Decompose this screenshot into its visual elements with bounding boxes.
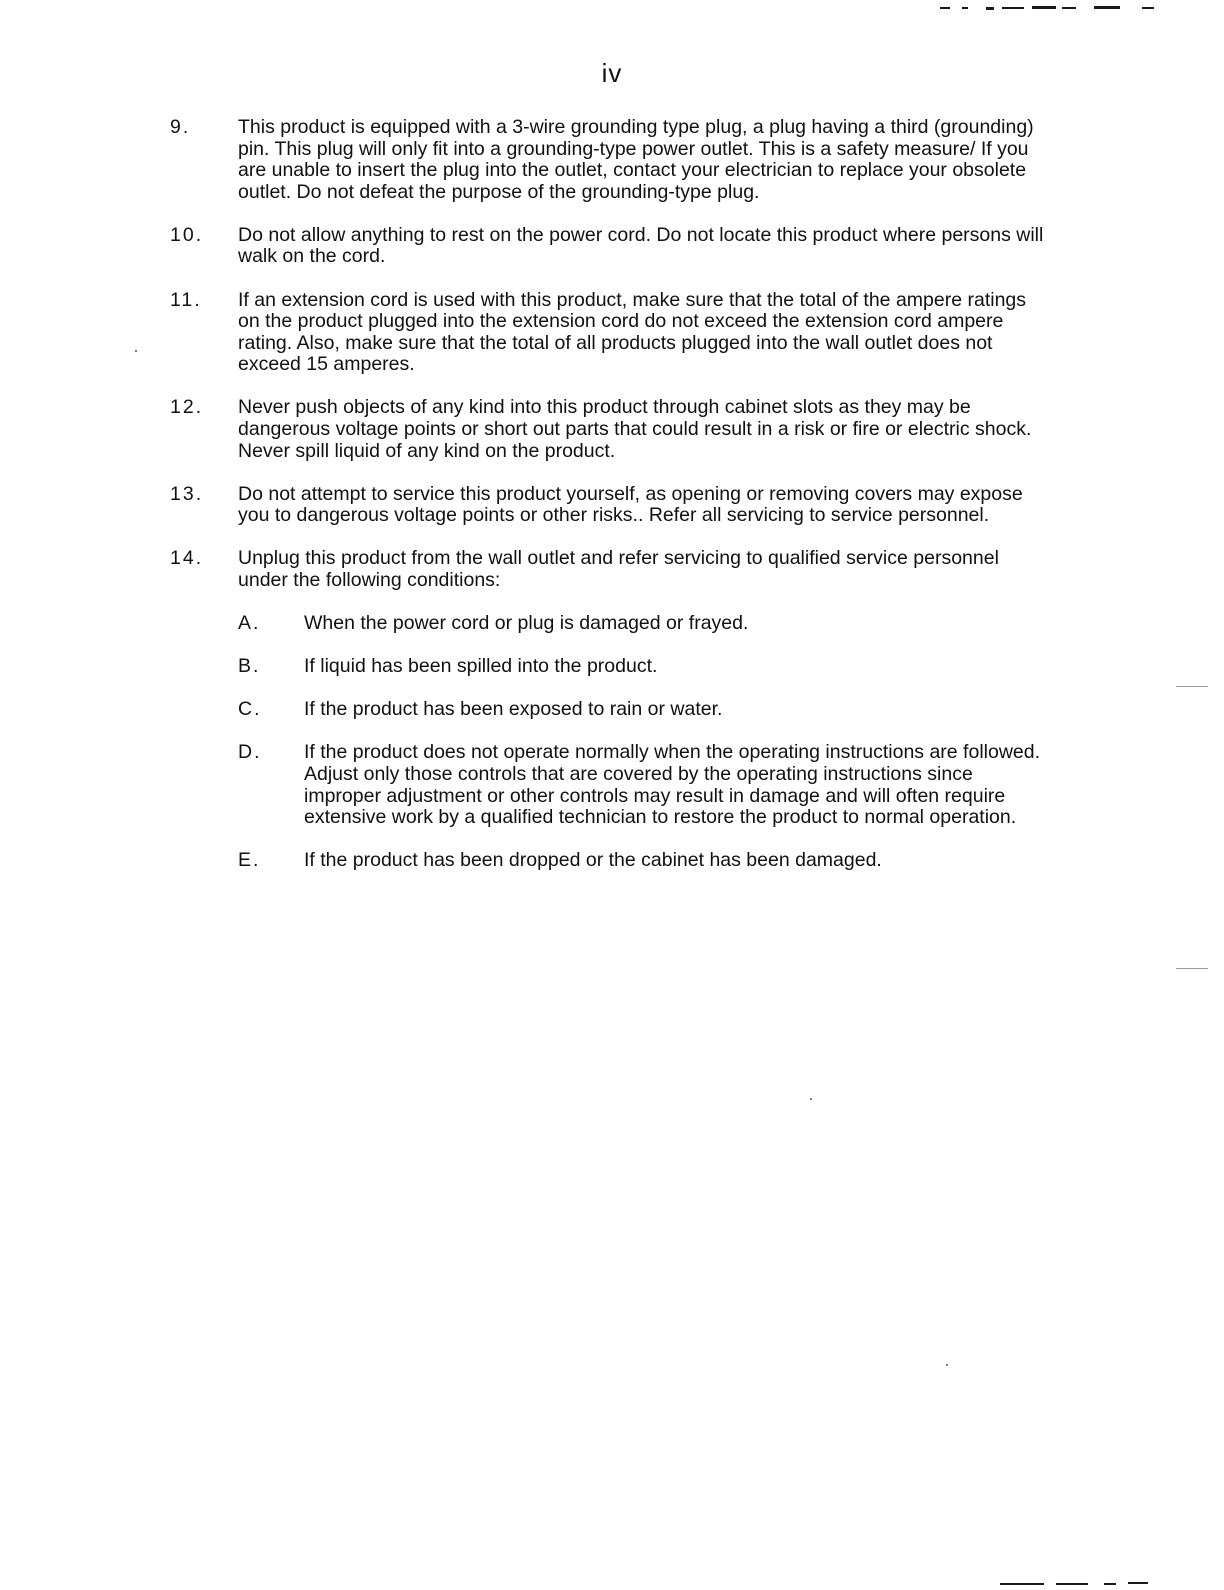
sub-list-item	[238, 850, 1050, 872]
item-text: Do not attempt to service this product yourself, as opening or removing covers may expose you to dangerous voltage points or other risks.. Refer all servicing to service personnel.	[238, 482, 1023, 527]
scan-artifact-right	[1176, 968, 1208, 969]
subitem-letter: A.	[238, 612, 261, 635]
scan-artifact-top	[1094, 6, 1120, 9]
sub-list-item	[238, 742, 1050, 828]
item-text: If an extension cord is used with this product, make sure that the total of the ampere ratings on the product plugged into the extension cord do not exceed the extension cord ampere rating. Also, make sure that the total of all products plugged into the wall outlet does not exceed 15 amperes.	[238, 288, 1027, 376]
subitem-text: If the product has been dropped or the cabinet has been damaged.	[304, 849, 882, 872]
conditions-sublist	[238, 613, 1050, 872]
item-text: Unplug this product from the wall outlet and refer servicing to qualified service personnel under the following conditions:	[238, 547, 999, 591]
scan-artifact-top	[962, 7, 968, 9]
scan-speck	[946, 1364, 948, 1366]
item-text: Never push objects of any kind into this product through cabinet slots as they may be dangerous voltage points or short out parts that could result in a risk or fire or electric shock. Never spill liquid of any kind on the product.	[238, 396, 1032, 462]
subitem-letter: C.	[238, 698, 262, 721]
subitem-letter: D.	[238, 741, 262, 764]
list-item	[170, 548, 1050, 871]
scan-speck	[810, 1098, 812, 1100]
list-item	[170, 397, 1050, 462]
item-text: This product is equipped with a 3-wire grounding type plug, a plug having a third (grounding) pin. This plug will only fit into a grounding-type power outlet. This is a safety measure/ If you are unable to insert the plug into the outlet, contact your electrician to replace your obsolete outlet. Do not defeat the purpose of the grounding-type plug.	[238, 116, 1034, 203]
subitem-text: If the product has been exposed to rain or water.	[304, 698, 723, 721]
scan-artifact-right	[1176, 686, 1208, 687]
list-item	[170, 117, 1050, 203]
scan-artifact-bottom	[1000, 1583, 1044, 1585]
scan-artifact-bottom	[1104, 1583, 1116, 1585]
safety-instructions-list	[170, 117, 1050, 893]
list-item	[170, 225, 1050, 268]
sub-list-item	[238, 613, 1050, 635]
scan-artifact-top	[1002, 7, 1024, 9]
page-number: iv	[601, 58, 623, 88]
list-item	[170, 290, 1050, 376]
sub-list-item	[238, 656, 1050, 678]
subitem-text: If the product does not operate normally when the operating instructions are followed. Adjust only those controls that are covered by the operating instructions since improper adjustment or other controls may result in damage and will often require extensive work by a qualified technician to restore the product to normal operation.	[304, 741, 1041, 829]
item-number: 13.	[170, 482, 204, 505]
scan-artifact-bottom	[1056, 1583, 1088, 1585]
item-number: 11.	[170, 288, 202, 311]
subitem-text: If liquid has been spilled into the product.	[304, 655, 658, 678]
scan-artifact-top	[1032, 6, 1056, 9]
scan-artifact-top	[1142, 7, 1154, 9]
item-number: 10.	[170, 223, 204, 246]
scan-artifact-top	[1062, 7, 1076, 9]
scan-artifact-top	[940, 7, 950, 9]
item-number: 14.	[170, 547, 204, 570]
list-item	[170, 484, 1050, 527]
item-text: Do not allow anything to rest on the power cord. Do not locate this product where persons will walk on the cord.	[238, 223, 1044, 268]
subitem-letter: E.	[238, 849, 261, 872]
scan-artifact-bottom	[1128, 1582, 1148, 1584]
subitem-letter: B.	[238, 655, 261, 678]
scan-artifact-top	[986, 7, 994, 10]
subitem-text: When the power cord or plug is damaged or frayed.	[304, 612, 749, 635]
item-number: 12.	[170, 396, 204, 419]
sub-list-item	[238, 699, 1050, 721]
item-number: 9.	[170, 116, 191, 138]
scan-speck	[135, 350, 137, 352]
